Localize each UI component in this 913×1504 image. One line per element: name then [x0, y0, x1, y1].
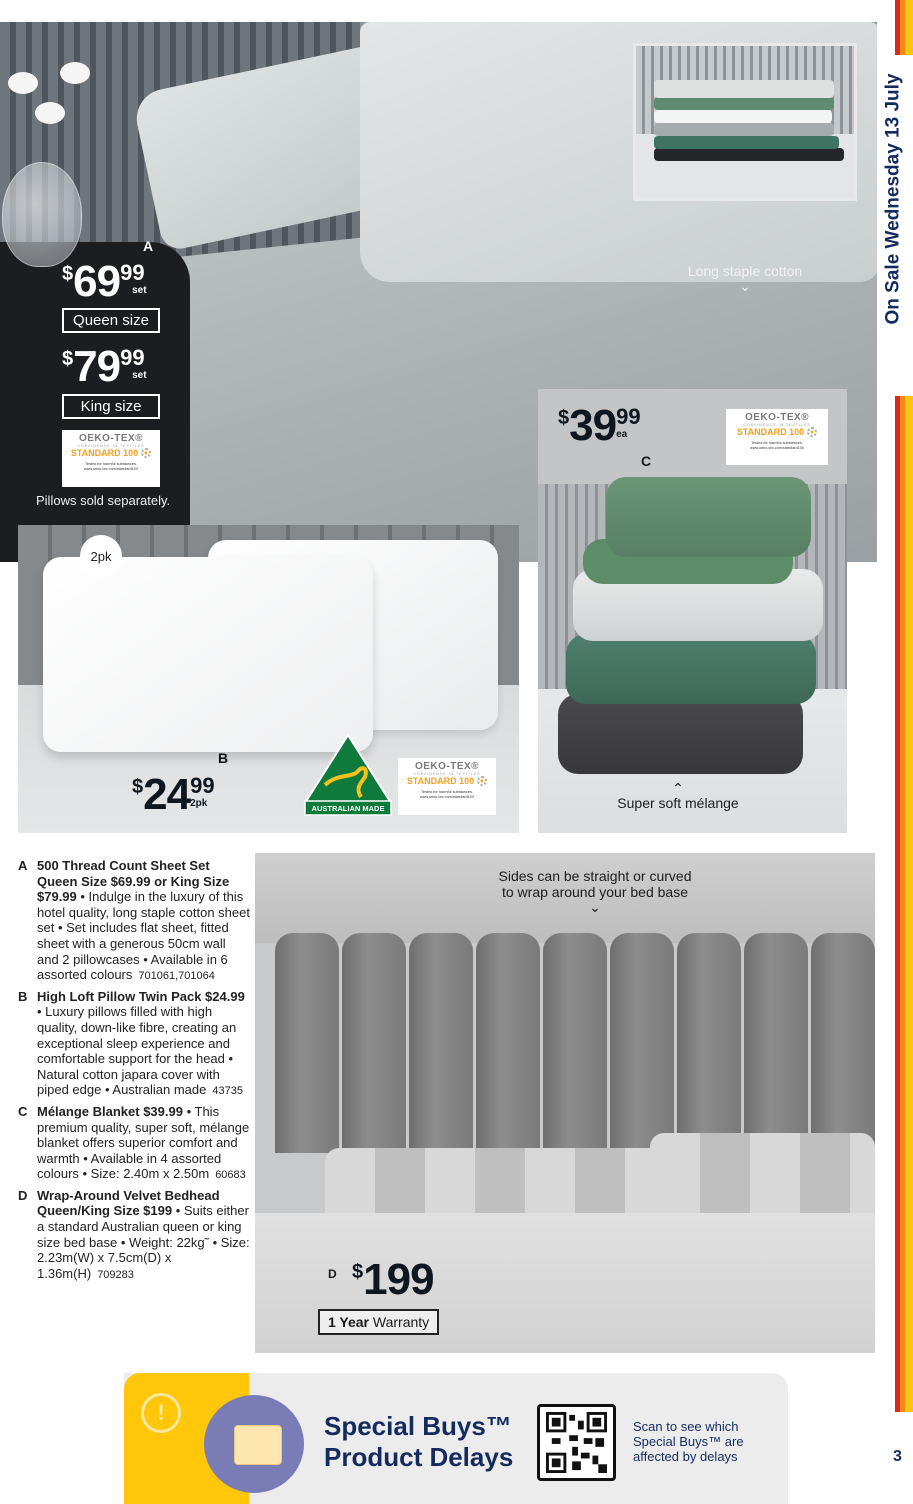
velvet-headboard: [275, 933, 875, 1153]
australian-made-logo: [303, 733, 393, 817]
folded-sheet-white: [654, 110, 832, 123]
sun-icon: [807, 427, 817, 437]
price-cents: 99: [120, 260, 145, 285]
on-sale-date: [880, 20, 906, 378]
price-king: [62, 342, 147, 391]
oeko-standard: STANDARD 100: [70, 448, 139, 458]
blanket-green-roll: [606, 477, 811, 557]
chevron-down-icon: ⌄: [739, 278, 751, 294]
description-item-b: [18, 989, 250, 1100]
product-letter-d: D: [328, 1267, 337, 1281]
blanket-charcoal: [558, 694, 803, 774]
currency-symbol: $: [352, 1261, 364, 1283]
currency-symbol: $: [62, 348, 74, 370]
folded-sheet-grey: [654, 123, 834, 136]
callout-super-soft: [598, 781, 758, 811]
headboard-channel: [610, 933, 674, 1153]
item-code: 709283: [97, 1268, 134, 1281]
oeko-subtitle: CONFIDENCE IN TEXTILES: [743, 423, 811, 427]
banner-title: [324, 1411, 513, 1473]
folded-sheet-black: [654, 148, 844, 161]
queen-size-label: Queen size: [62, 308, 160, 333]
price-queen: [62, 257, 147, 306]
product-image-blankets: [538, 389, 847, 833]
price-dollars: 79: [73, 342, 121, 391]
headboard-channel: [342, 933, 406, 1153]
oeko-standard: STANDARD 100: [736, 427, 805, 437]
oeko-line2: www.oeko-tex.com/standard100: [419, 794, 475, 799]
callout-text: Super soft mélange: [617, 795, 739, 811]
oeko-title: OEKO-TEX®: [414, 761, 480, 772]
description-item-d: [18, 1188, 250, 1284]
item-letter: C: [18, 1103, 28, 1119]
product-descriptions: [18, 858, 250, 1287]
inset-photo-sheet-colours: [633, 43, 857, 201]
qr-code[interactable]: [537, 1404, 616, 1481]
product-image-bedhead: [255, 853, 875, 1353]
price-unit: set: [132, 285, 147, 296]
price-dollars: 199: [363, 1255, 434, 1304]
blanket-teal: [566, 634, 816, 704]
warranty-label: Warranty: [369, 1314, 430, 1330]
pack-badge: 2pk: [80, 535, 122, 577]
item-title: 500 Thread Count Sheet Set Queen Size $69.99 or King Size $79.99: [37, 858, 230, 905]
headboard-channel: [811, 933, 875, 1153]
sun-icon: [477, 776, 487, 786]
price-cents: 99: [120, 345, 145, 370]
product-image-pillows: [18, 525, 519, 833]
oeko-tex-logo: [398, 758, 496, 815]
description-item-c: [18, 1104, 250, 1184]
price-unit: ea: [616, 429, 628, 440]
on-sale-text: On Sale Wednesday 13 July: [882, 73, 904, 325]
price-bedhead: [352, 1255, 434, 1304]
headboard-channel: [409, 933, 473, 1153]
price-dollars: 69: [73, 257, 121, 306]
item-code: 43735: [212, 1085, 243, 1098]
callout-line1: Sides can be straight or curved: [498, 868, 692, 884]
page-number: 3: [893, 1448, 902, 1465]
orchid-flower: [8, 72, 38, 94]
price-unit: set: [132, 370, 147, 381]
folded-sheet-teal: [654, 136, 839, 149]
banner-title-line1: Special Buys™: [324, 1411, 512, 1441]
item-title: Mélange Blanket $39.99: [37, 1103, 183, 1119]
scan-line1: Scan to see which: [633, 1419, 739, 1434]
chevron-down-icon: ⌄: [589, 899, 601, 915]
item-text: • This premium quality, super soft, mélange blanket offers superior comfort and warmth • Available in 4 assorted colours • Size: 2.40m x 2.50m: [37, 1103, 250, 1182]
headboard-channel: [744, 933, 808, 1153]
item-title: Wrap-Around Velvet Bedhead Queen/King Size $199: [37, 1187, 220, 1219]
scan-line2: Special Buys™ are: [633, 1434, 744, 1449]
callout-long-staple: [670, 263, 820, 293]
folded-sheet-green: [654, 97, 834, 110]
headboard-channel: [275, 933, 339, 1153]
chevron-up-icon: ⌃: [672, 780, 684, 796]
oeko-tex-logo: [726, 409, 828, 465]
oeko-title: OEKO-TEX®: [78, 433, 144, 444]
warranty-badge: [318, 1309, 439, 1335]
oeko-standard: STANDARD 100: [406, 776, 475, 786]
price-dollars: 39: [569, 401, 617, 450]
alert-icon: !: [141, 1393, 181, 1433]
scan-instructions: [633, 1419, 744, 1464]
callout-sides: [485, 868, 705, 914]
product-letter-c: C: [641, 453, 652, 469]
warranty-years: 1 Year: [328, 1314, 370, 1330]
folded-sheet-silver: [654, 80, 834, 98]
price-cents: 99: [616, 404, 641, 429]
description-item-a: [18, 858, 250, 985]
oeko-line1: Tested for harmful substances.: [751, 441, 803, 445]
pillow-front: [43, 557, 373, 752]
item-text: • Indulge in the luxury of this hotel quality, long staple cotton sheet set • Set includes flat sheet, fitted sheet with a generous 50cm wall and 2 pillowcases • Available in 6 assorted colours: [37, 889, 250, 983]
orchid-flower: [60, 62, 90, 84]
price-dollars: 24: [143, 770, 191, 819]
callout-line2: to wrap around your bed base: [501, 884, 688, 900]
currency-symbol: $: [132, 776, 144, 798]
sun-icon: [141, 448, 151, 458]
scan-line3: affected by delays: [633, 1449, 738, 1464]
oeko-tex-logo: [62, 430, 160, 487]
item-letter: D: [18, 1187, 28, 1203]
brand-stripe: [895, 396, 913, 1412]
product-letter-a: A: [143, 238, 154, 254]
oeko-subtitle: CONFIDENCE IN TEXTILES: [77, 444, 145, 448]
banner-title-line2: Product Delays: [324, 1442, 514, 1472]
item-letter: A: [18, 858, 28, 873]
item-title: High Loft Pillow Twin Pack $24.99: [37, 988, 245, 1004]
price-blanket: [558, 401, 641, 450]
oeko-line1: Tested for harmful substances.: [421, 790, 473, 794]
oeko-line2: www.oeko-tex.com/standard100: [749, 445, 805, 450]
oeko-title: OEKO-TEX®: [744, 412, 810, 423]
king-size-label: King size: [62, 394, 160, 419]
item-letter: B: [18, 988, 28, 1004]
oeko-subtitle: CONFIDENCE IN TEXTILES: [413, 772, 481, 776]
price-unit: 2pk: [190, 798, 208, 809]
headboard-channel: [543, 933, 607, 1153]
item-text: • Luxury pillows filled with high quality, down-like fibre, creating an exceptional sleep experience and comfortable support for the head • Natural cotton japara cover with piped edge • Australian made: [37, 1004, 237, 1098]
item-text: • Suits either a standard Australian queen or king size bed base • Weight: 22kg˜ • Size: 2.23m(W) x 7.5cm(D) x 1.36m(H): [37, 1203, 250, 1281]
svg-text:AUSTRALIAN MADE: AUSTRALIAN MADE: [311, 804, 385, 813]
special-buys-delay-banner[interactable]: [124, 1373, 788, 1504]
orchid-flower: [35, 102, 65, 124]
price-pillows: [132, 770, 215, 819]
pillows-note: Pillows sold separately.: [36, 493, 171, 508]
sad-box-icon: [234, 1425, 282, 1465]
price-cents: 99: [190, 773, 215, 798]
headboard-channel: [677, 933, 741, 1153]
product-letter-b: B: [218, 750, 229, 766]
headboard-channel: [476, 933, 540, 1153]
callout-text: Long staple cotton: [687, 263, 803, 279]
qr-code-icon: [545, 1412, 608, 1473]
vase: [2, 162, 82, 267]
item-code: 701061,701064: [138, 970, 215, 983]
currency-symbol: $: [558, 407, 570, 429]
item-code: 60683: [215, 1169, 246, 1182]
currency-symbol: $: [62, 263, 74, 285]
oeko-line1: Tested for harmful substances.: [85, 462, 137, 466]
oeko-line2: www.oeko-tex.com/standard100: [83, 466, 139, 471]
